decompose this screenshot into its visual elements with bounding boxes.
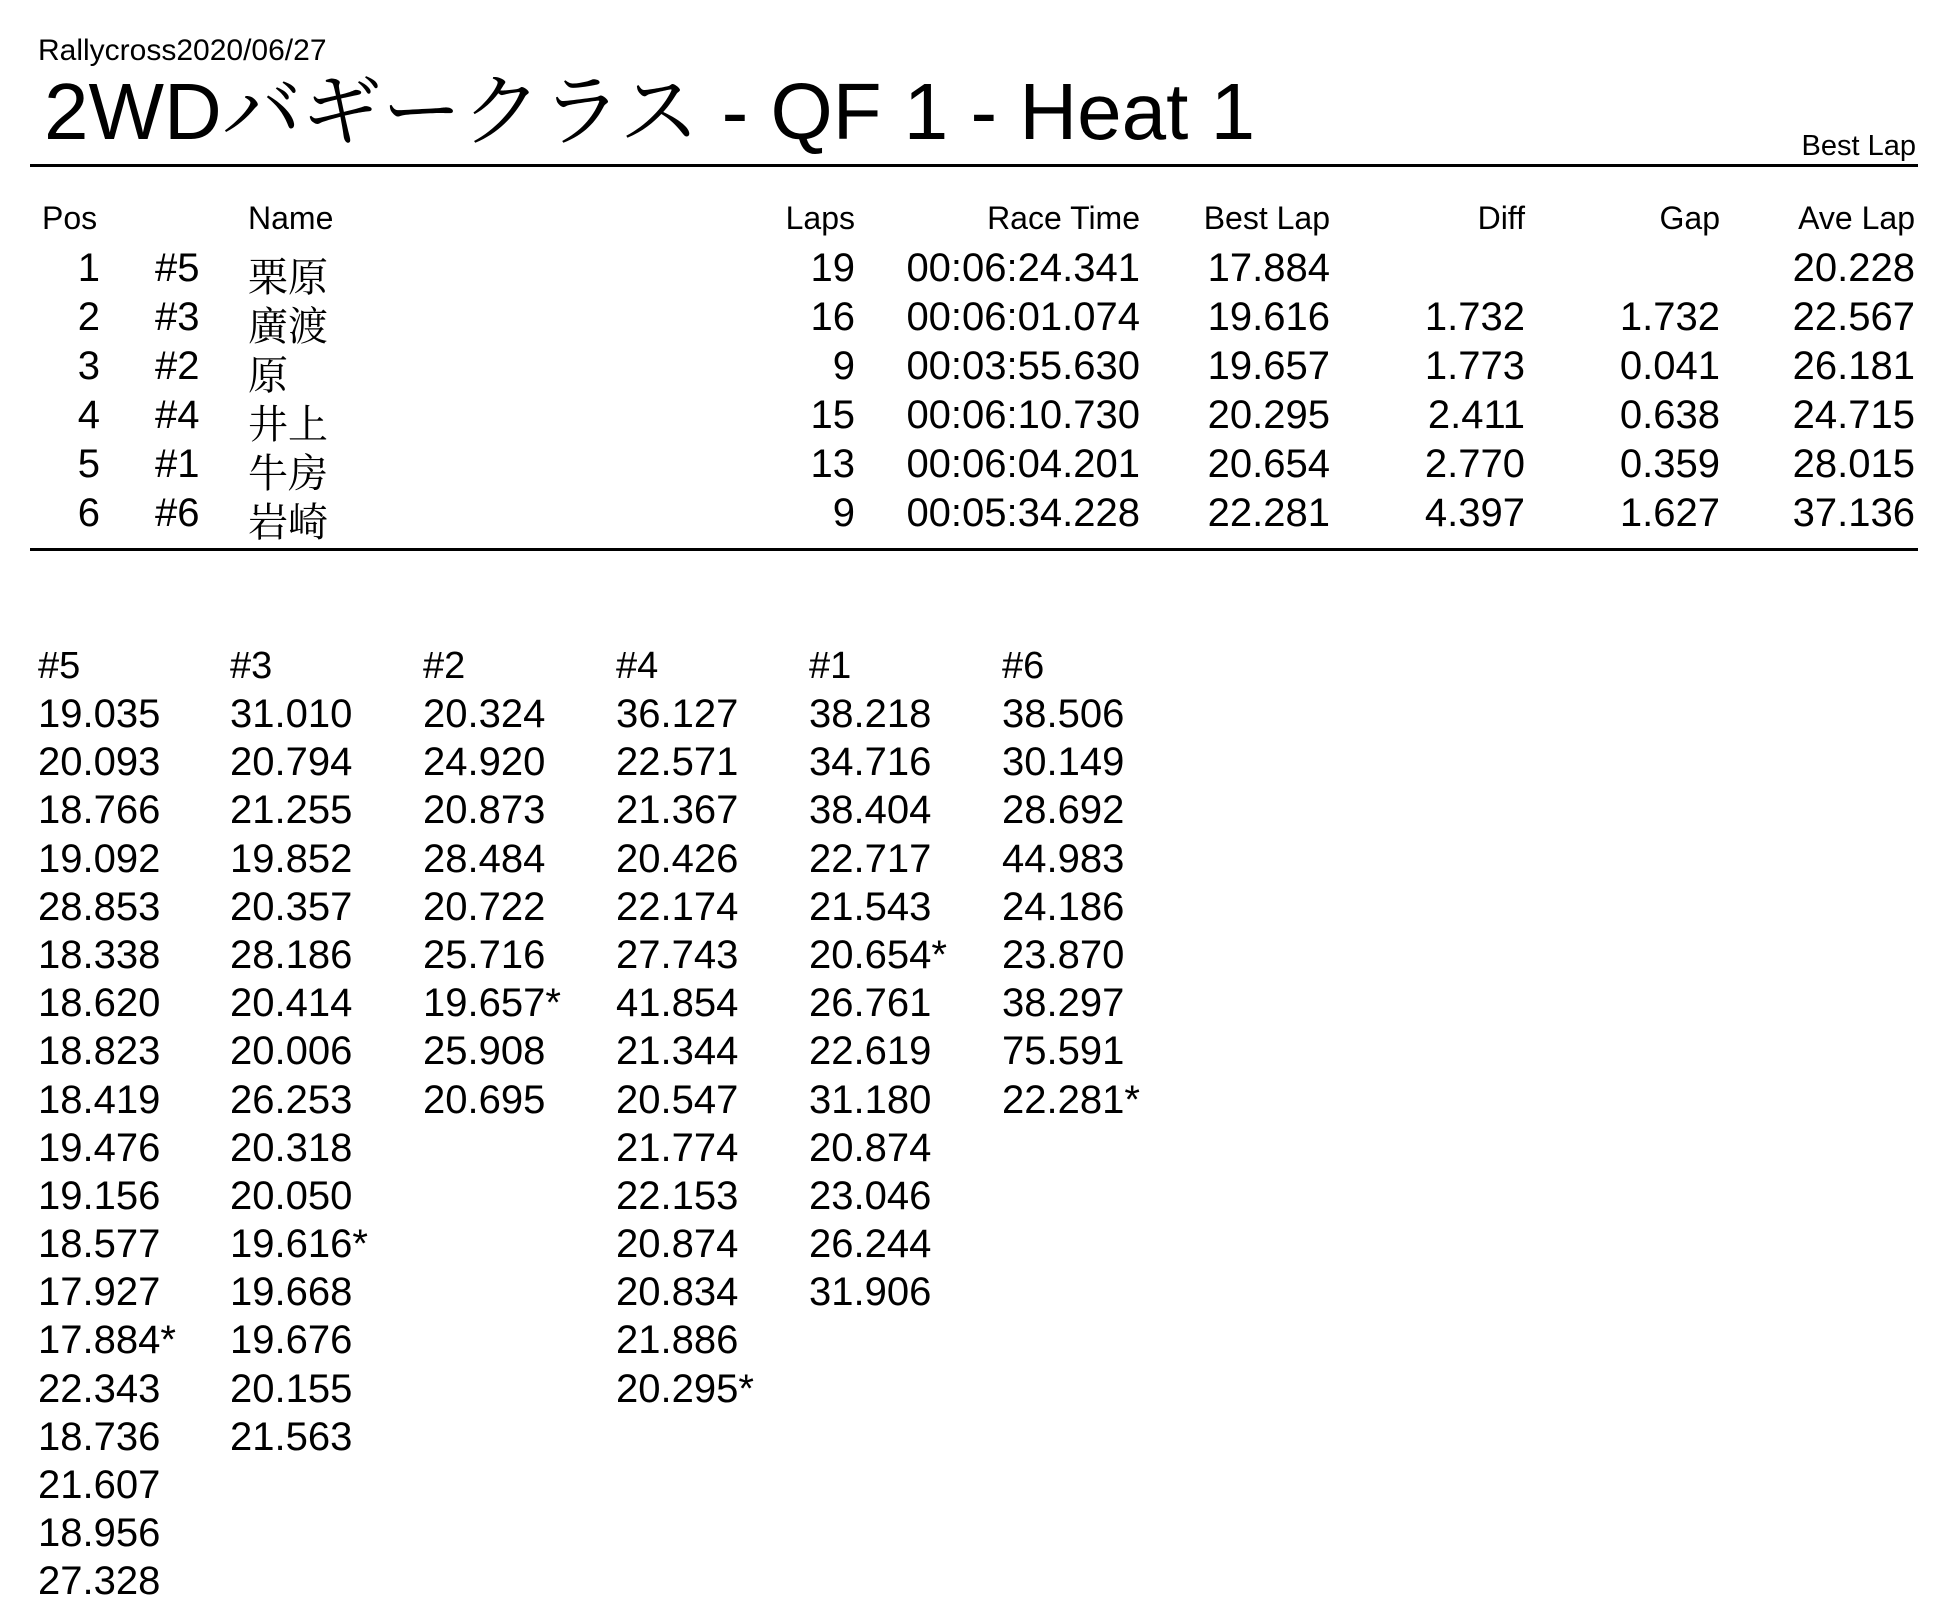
bottom-divider (30, 548, 1918, 551)
lap-time: 31.010 (230, 692, 353, 736)
best-lap-cell: 19.616 (1207, 295, 1330, 339)
best-lap-cell: 20.654 (1207, 442, 1330, 486)
lap-column (230, 642, 420, 1461)
result-row (0, 344, 1944, 399)
lap-column-car: #6 (1002, 645, 1045, 687)
lap-time: 20.695 (423, 1077, 546, 1122)
lap-time: 38.218 (809, 692, 932, 736)
lap-column-car: #4 (616, 645, 659, 687)
lap-time: 28.186 (230, 932, 353, 977)
header-gap: Gap (1659, 200, 1720, 236)
title-best-lap-label: Best Lap (1801, 130, 1916, 162)
lap-column (1002, 642, 1192, 1124)
lap-time: 19.616* (230, 1222, 368, 1267)
lap-time: 22.343 (38, 1366, 161, 1411)
lap-time: 19.156 (38, 1173, 161, 1218)
race-time-cell: 00:06:01.074 (906, 295, 1140, 339)
lap-time: 19.476 (38, 1125, 161, 1170)
lap-time: 75.591 (1002, 1029, 1125, 1074)
laps-cell: 13 (810, 442, 855, 486)
lap-time: 18.338 (38, 932, 161, 977)
header-best-lap: Best Lap (1203, 200, 1330, 236)
lap-time: 19.668 (230, 1270, 353, 1315)
gap-cell: 1.732 (1619, 295, 1720, 339)
ave-lap-cell: 28.015 (1792, 442, 1915, 486)
lap-time: 27.328 (38, 1559, 161, 1604)
lap-column (423, 642, 613, 1124)
best-lap-cell: 20.295 (1207, 393, 1330, 437)
result-row (0, 491, 1944, 546)
lap-time: 21.774 (616, 1125, 739, 1170)
race-time-cell: 00:06:04.201 (906, 442, 1140, 486)
lap-time: 28.692 (1002, 788, 1125, 833)
race-time-cell: 00:06:10.730 (906, 393, 1140, 437)
lap-time: 21.367 (616, 788, 739, 833)
lap-time: 22.281* (1002, 1077, 1140, 1122)
ave-lap-cell: 26.181 (1792, 344, 1915, 388)
lap-time: 20.874 (616, 1222, 739, 1267)
lap-time: 26.761 (809, 981, 932, 1026)
ave-lap-cell: 37.136 (1792, 491, 1915, 535)
ave-lap-cell: 22.567 (1792, 295, 1915, 339)
race-time-cell: 00:03:55.630 (906, 344, 1140, 388)
lap-column-car: #3 (230, 645, 273, 687)
lap-time: 22.619 (809, 1029, 932, 1074)
pos-cell: 4 (77, 393, 100, 437)
lap-time: 22.717 (809, 836, 932, 881)
page-title: 2WDバギークラス - QF 1 - Heat 1 (44, 67, 1256, 156)
pos-cell: 3 (77, 344, 100, 388)
diff-cell: 2.411 (1427, 393, 1525, 437)
driver-name-cell: 井上 (248, 402, 328, 448)
result-row (0, 246, 1944, 301)
best-lap-cell: 17.884 (1207, 246, 1330, 290)
ave-lap-cell: 24.715 (1792, 393, 1915, 437)
result-row (0, 295, 1944, 350)
gap-cell: 0.638 (1619, 393, 1720, 437)
lap-time: 18.823 (38, 1029, 161, 1074)
lap-time: 22.571 (616, 740, 739, 785)
lap-time: 20.414 (230, 981, 353, 1026)
lap-column (809, 642, 999, 1316)
lap-time: 38.404 (809, 788, 932, 833)
lap-time: 38.297 (1002, 981, 1125, 1026)
lap-time: 20.874 (809, 1125, 932, 1170)
lap-time: 21.607 (38, 1463, 161, 1507)
lap-time: 20.357 (230, 884, 353, 929)
car-number-cell: #4 (155, 393, 200, 437)
header-pos: Pos (42, 200, 98, 236)
lap-time: 20.794 (230, 740, 353, 785)
best-lap-cell: 19.657 (1207, 344, 1330, 388)
lap-time: 28.484 (423, 836, 546, 881)
lap-time: 31.906 (809, 1270, 932, 1315)
race-time-cell: 00:06:24.341 (906, 246, 1140, 290)
diff-cell: 1.732 (1424, 295, 1525, 339)
lap-time: 24.920 (423, 740, 546, 785)
lap-time: 34.716 (809, 740, 932, 785)
lap-time: 22.153 (616, 1173, 739, 1218)
lap-time: 24.186 (1002, 884, 1125, 929)
lap-time: 20.654* (809, 932, 947, 977)
header-diff: Diff (1477, 200, 1525, 236)
lap-column-car: #5 (38, 645, 81, 687)
lap-time: 18.766 (38, 788, 161, 833)
lap-time: 20.006 (230, 1029, 353, 1074)
diff-cell: 2.770 (1424, 442, 1525, 486)
car-number-cell: #2 (155, 344, 200, 388)
lap-time: 25.716 (423, 932, 546, 977)
lap-time: 21.886 (616, 1318, 739, 1363)
lap-time: 18.577 (38, 1222, 161, 1267)
lap-time: 30.149 (1002, 740, 1125, 785)
lap-time: 20.547 (616, 1077, 739, 1122)
lap-time: 21.255 (230, 788, 353, 833)
lap-time: 25.908 (423, 1029, 546, 1074)
laps-cell: 9 (832, 344, 855, 388)
car-number-cell: #6 (155, 491, 200, 535)
event-label: Rallycross2020/06/27 (38, 34, 327, 67)
car-number-cell: #5 (155, 246, 200, 290)
lap-time: 20.295* (616, 1366, 754, 1411)
header-race-time: Race Time (987, 200, 1140, 236)
lap-time: 26.253 (230, 1077, 353, 1122)
diff-cell: 1.773 (1424, 344, 1525, 388)
diff-cell: 4.397 (1424, 491, 1525, 535)
lap-time: 20.318 (230, 1125, 353, 1170)
lap-time: 23.046 (809, 1173, 932, 1218)
lap-time: 27.743 (616, 932, 739, 977)
lap-time: 20.155 (230, 1366, 353, 1411)
best-lap-cell: 22.281 (1207, 491, 1330, 535)
lap-time: 20.426 (616, 836, 739, 881)
laps-cell: 15 (810, 393, 855, 437)
lap-time: 41.854 (616, 981, 739, 1026)
ave-lap-cell: 20.228 (1792, 246, 1915, 290)
lap-column-car: #2 (423, 645, 466, 687)
driver-name-cell: 牛房 (248, 451, 328, 497)
lap-time: 22.174 (616, 884, 739, 929)
pos-cell: 2 (77, 295, 100, 339)
lap-time: 20.722 (423, 884, 546, 929)
car-number-cell: #1 (155, 442, 200, 486)
pos-cell: 1 (77, 246, 100, 290)
lap-time: 38.506 (1002, 692, 1125, 736)
pos-cell: 6 (77, 491, 100, 535)
result-row (0, 442, 1944, 497)
header-laps: Laps (785, 200, 855, 236)
lap-column (38, 642, 228, 1606)
lap-time: 28.853 (38, 884, 161, 929)
driver-name-cell: 廣渡 (248, 304, 328, 350)
lap-time: 20.093 (38, 740, 161, 785)
header-name: Name (248, 200, 334, 236)
laps-cell: 9 (832, 491, 855, 535)
lap-time: 23.870 (1002, 932, 1125, 977)
lap-time: 18.736 (38, 1414, 161, 1459)
car-number-cell: #3 (155, 295, 200, 339)
lap-time: 19.676 (230, 1318, 353, 1363)
lap-time: 19.035 (38, 692, 161, 736)
lap-time: 17.927 (38, 1270, 161, 1315)
lap-time: 19.657* (423, 981, 561, 1026)
lap-time: 17.884* (38, 1318, 176, 1363)
laps-cell: 19 (810, 246, 855, 290)
driver-name-cell: 栗原 (248, 255, 328, 301)
pos-cell: 5 (77, 442, 100, 486)
gap-cell: 1.627 (1619, 491, 1720, 535)
lap-time: 19.092 (38, 836, 161, 881)
lap-column (616, 642, 806, 1413)
lap-time: 36.127 (616, 692, 739, 736)
gap-cell: 0.041 (1619, 344, 1720, 388)
lap-time: 31.180 (809, 1077, 932, 1122)
result-row (0, 393, 1944, 448)
lap-time: 20.324 (423, 692, 546, 736)
lap-time: 21.543 (809, 884, 932, 929)
lap-time: 44.983 (1002, 836, 1125, 881)
lap-time: 20.873 (423, 788, 546, 833)
lap-time: 18.620 (38, 981, 161, 1026)
lap-time: 26.244 (809, 1222, 932, 1267)
laps-cell: 16 (810, 295, 855, 339)
lap-time: 21.344 (616, 1029, 739, 1074)
gap-cell: 0.359 (1619, 442, 1720, 486)
lap-column-car: #1 (809, 645, 852, 687)
driver-name-cell: 原 (248, 353, 288, 399)
lap-time: 20.050 (230, 1173, 353, 1218)
lap-time: 18.956 (38, 1511, 161, 1556)
driver-name-cell: 岩崎 (248, 500, 328, 546)
top-divider (30, 164, 1918, 167)
lap-time: 18.419 (38, 1077, 161, 1122)
race-time-cell: 00:05:34.228 (906, 491, 1140, 535)
header-ave-lap: Ave Lap (1798, 200, 1915, 236)
lap-time: 19.852 (230, 836, 353, 881)
lap-time: 21.563 (230, 1414, 353, 1459)
lap-time: 20.834 (616, 1270, 739, 1315)
